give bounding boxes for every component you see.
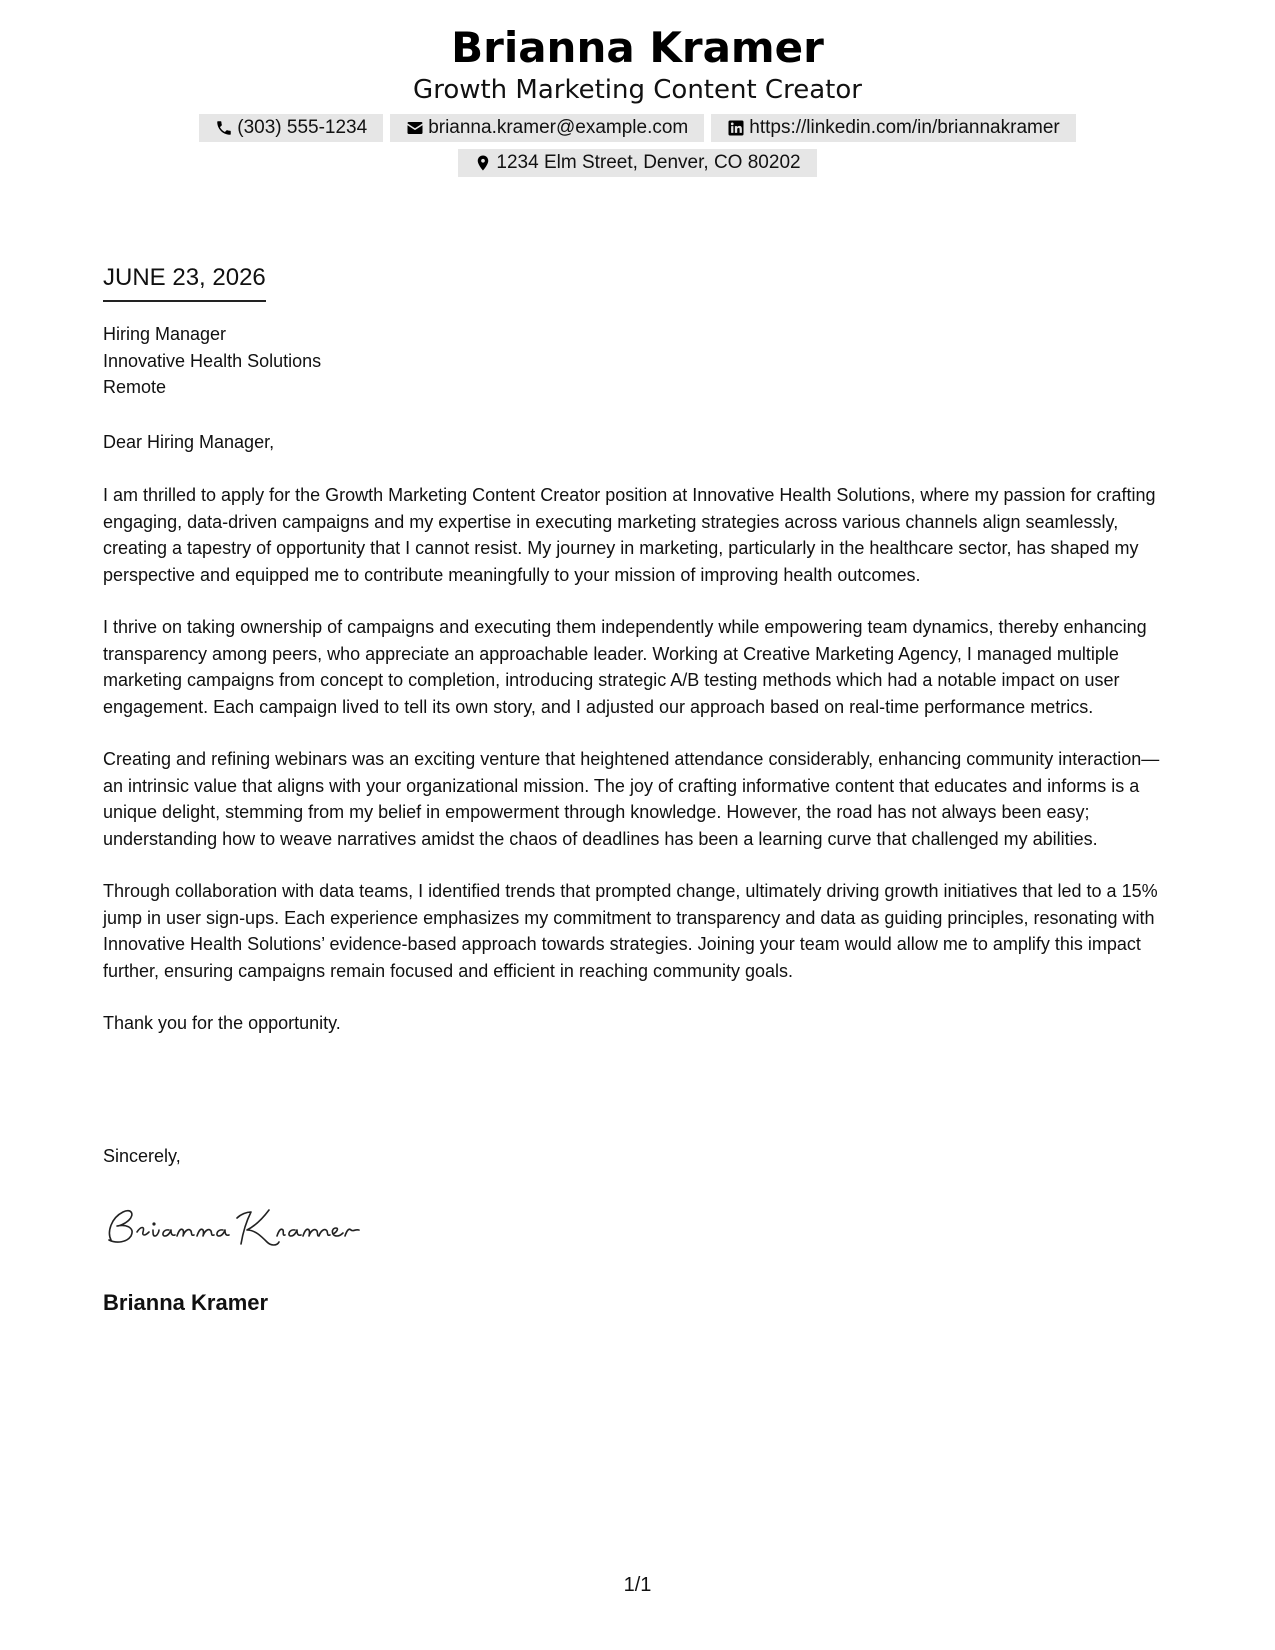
recipient-line: Hiring Manager	[103, 324, 227, 344]
letter-date-block	[103, 262, 266, 302]
phone-icon	[215, 119, 233, 137]
page-number: 1/1	[623, 1574, 652, 1596]
body-paragraph: Thank you for the opportunity.	[103, 1013, 341, 1033]
signed-name: Brianna Kramer	[103, 1290, 269, 1315]
recipient-line: Innovative Health Solutions	[103, 350, 322, 371]
envelope-icon	[406, 119, 424, 137]
body-paragraph: Creating and refining webinars was an exciting venture that heightened attendance considerably, enhancing community interaction—an intrinsic value that aligns with your organizational mission. The joy of crafting informative content that educates and informs is a unique delight, stemming from my belief in empowerment through knowledge. However, the road has not always been easy; understanding how to weave narratives amidst the chaos of deadlines has been a learning curve that challenged my abilities.	[103, 749, 1160, 849]
linkedin-icon	[727, 119, 745, 137]
address-row	[0, 149, 1275, 177]
address-chip	[458, 149, 816, 177]
email-chip[interactable]	[390, 114, 704, 142]
recipient-line: Remote	[103, 377, 167, 397]
applicant-title: Growth Marketing Content Creator	[413, 75, 862, 105]
recipient-block	[103, 321, 321, 401]
body-paragraph: I am thrilled to apply for the Growth Marketing Content Creator position at Innovative Health Solutions, where my passion for crafting engaging, data-driven campaigns and my expertise in executing marketing strategies across various channels align seamlessly, creating a tapestry of opportunity that I cannot resist. My journey in marketing, particularly in the healthcare sector, has shaped my perspective and equipped me to contribute meaningfully to your mission of improving health outcomes.	[103, 485, 1156, 585]
phone-text: (303) 555-1234	[237, 117, 368, 138]
body-paragraph: I thrive on taking ownership of campaigns and executing them independently while empowering team dynamics, thereby enhancing transparency among peers, who appreciate an approachable leader. Working at Creative Marketing Agency, I managed multiple marketing campaigns from concept to completion, introducing strategic A/B testing methods which had a notable impact on user engagement. Each campaign lived to tell its own story, and I adjusted our approach based on real-time performance metrics.	[103, 617, 1147, 717]
closing: Sincerely,	[103, 1146, 181, 1166]
email-text: brianna.kramer@example.com	[428, 117, 689, 138]
salutation: Dear Hiring Manager,	[103, 432, 275, 452]
linkedin-text: https://linkedin.com/in/briannakramer	[749, 117, 1060, 138]
letter-date: JUNE 23, 2026	[103, 262, 266, 302]
letter-header	[0, 22, 1275, 177]
body-paragraph: Through collaboration with data teams, I identified trends that prompted change, ultimately driving growth initiatives that led to a 15% jump in user sign-ups. Each experience emphasizes my commitment to transparency and data as guiding principles, resonating with Innovative Health Solutions’ evidence-based approach towards strategies. Joining your team would allow me to amplify this impact further, ensuring campaigns remain focused and efficient in reaching community goals.	[103, 881, 1158, 981]
address-text: 1234 Elm Street, Denver, CO 80202	[496, 152, 801, 173]
applicant-name: Brianna Kramer	[451, 23, 824, 72]
letter-body	[103, 482, 1178, 1063]
linkedin-chip[interactable]	[711, 114, 1075, 142]
handwritten-signature	[101, 1196, 366, 1261]
phone-chip	[199, 114, 383, 142]
signature-image	[101, 1196, 366, 1256]
contact-row	[0, 114, 1275, 142]
map-marker-icon	[474, 154, 492, 172]
